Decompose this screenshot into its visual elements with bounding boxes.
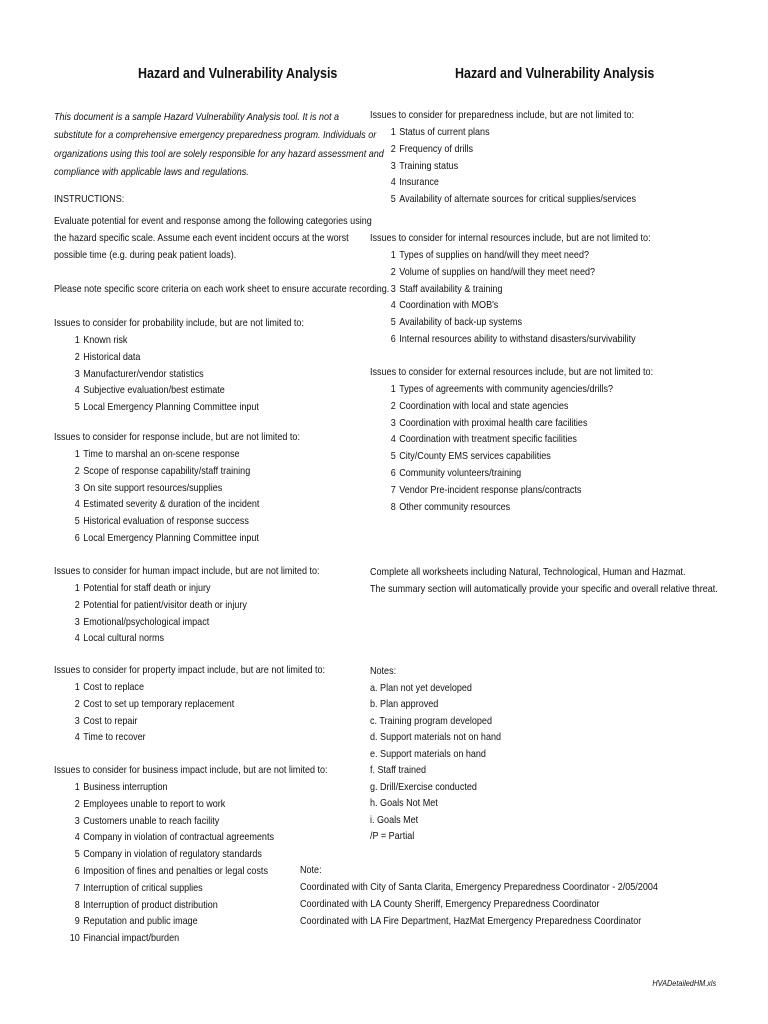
instructions-text [54,213,424,264]
list-item-number: 1 [74,582,80,594]
list-item-number: 4 [74,831,80,844]
list-item-number: 6 [390,332,396,345]
list-item-number: 10 [69,932,80,945]
section-heading: Issues to consider for property impact include, but are not limited to: [54,664,326,676]
list-item-number: 4 [390,299,396,312]
disclaimer-line: This document is a sample Hazard Vulnerability Analysis tool. It is not a [54,111,340,123]
list-item-number: 1 [390,126,396,138]
list-item [54,496,300,513]
list-item-text: Time to recover [83,731,146,744]
list-item [54,382,304,399]
list-item-text: Community volunteers/training [399,466,522,479]
list-item [370,499,653,516]
instructions-label: INSTRUCTIONS: [54,193,125,205]
instructions [54,191,136,208]
list-item-text: Reputation and public image [83,915,198,928]
notes-item: g. Drill/Exercise conducted [370,780,477,793]
list-item [370,158,636,175]
notes-item: a. Plan not yet developed [370,681,472,694]
list-item [370,381,653,398]
list-item-text: On site support resources/supplies [83,481,223,494]
list-item-text: Employees unable to report to work [83,797,226,810]
list-item-text: Time to marshal an on-scene response [83,448,240,460]
list-item-number: 3 [390,159,396,172]
complete-line: Complete all worksheets including Natural, Technological, Human and Hazmat. [370,566,686,578]
instructions-note-line: Please note specific score criteria on each work sheet to ensure accurate recording. [54,283,390,295]
list-item [54,779,328,796]
list-item-number: 5 [74,848,80,861]
list-item [370,415,653,432]
list-item-number: 2 [74,797,80,810]
instructions-line: possible time (e.g. during peak patient loads). [54,249,237,261]
instructions-line: Evaluate potential for event and response among the following categories using [54,215,372,227]
list-item-number: 3 [74,481,80,494]
list-item-text: Historical evaluation of response success [83,515,249,528]
list-item-text: Cost to repair [83,714,138,727]
list-item-text: Coordination with proximal health care facilities [399,416,588,429]
list-item-number: 2 [74,464,80,477]
list-item [54,913,328,930]
list-item-text: Staff availability & training [399,282,503,295]
list-item [370,331,651,348]
list-item [54,349,304,366]
notes-item: b. Plan approved [370,698,439,710]
list-item [370,141,636,158]
list-item-text: Potential for patient/visitor death or injury [83,598,247,611]
notes-item: d. Support materials not on hand [370,731,502,743]
section-heading: Issues to consider for human impact include, but are not limited to: [54,565,320,577]
list-item [54,813,328,830]
list-item [370,448,653,465]
list-item-number: 1 [74,681,80,693]
section-heading: Issues to consider for internal resources include, but are not limited to: [370,232,651,244]
list-item-number: 2 [74,350,80,363]
list-item-text: Financial impact/burden [83,932,180,945]
section-heading: Issues to consider for preparedness include, but are not limited to: [370,109,635,121]
list-item [54,930,328,947]
list-item [54,729,325,746]
list-item-text: Customers unable to reach facility [83,814,220,827]
coordination-line: Coordinated with LA County Sheriff, Emergency Preparedness Coordinator [300,898,600,910]
list-item-number: 5 [74,515,80,528]
list-item [54,796,328,813]
external-resources-section [370,364,699,515]
list-item-text: Manufacturer/vendor statistics [83,367,204,380]
section-heading: Issues to consider for response include, but are not limited to: [54,431,300,443]
list-item [54,846,328,863]
footer-filename: HVADetailedHM.xls [652,978,716,988]
list-item [54,463,300,480]
list-item-text: Volume of supplies on hand/will they meet need? [399,265,596,278]
list-item-number: 8 [74,898,80,911]
disclaimer-line: substitute for a comprehensive emergency preparedness program. Individuals or [54,129,377,142]
list-item [54,696,325,713]
list-item-text: Company in violation of regulatory standards [83,848,262,861]
notes-item: e. Support materials on hand [370,747,486,760]
list-item-number: 1 [74,781,80,793]
list-item [54,713,325,730]
list-item [370,247,651,264]
list-item-text: Potential for staff death or injury [83,582,211,594]
list-item-text: Coordination with local and state agencies [399,399,569,412]
list-item-text: Known risk [83,334,128,346]
list-item-number: 2 [74,598,80,611]
list-item-text: Training status [399,159,459,172]
instructions-line: the hazard specific scale. Assume each event incident occurs at the worst [54,232,349,244]
list-item [54,614,320,631]
list-item [54,366,304,383]
list-item [370,431,653,448]
list-item-text: Scope of response capability/staff training [83,464,251,477]
list-item [54,597,320,614]
internal-resources-section [370,230,696,348]
list-item [370,191,636,208]
list-item [54,897,328,914]
list-item-text: Company in violation of contractual agreements [83,831,274,844]
list-item-text: Types of supplies on hand/will they meet need? [399,249,589,261]
probability-section [54,315,345,416]
list-item-number: 3 [74,615,80,628]
list-item-number: 5 [390,450,396,463]
list-item-text: Other community resources [399,500,511,513]
list-item-number: 4 [74,731,80,744]
list-item-number: 2 [74,697,80,710]
list-item-text: Emotional/psychological impact [83,615,210,628]
list-item [54,880,328,897]
list-item-text: Interruption of critical supplies [83,881,203,894]
preparedness-section [370,107,679,208]
list-item-number: 5 [74,401,80,414]
list-item-number: 7 [390,483,396,496]
complete-line: The summary section will automatically provide your specific and overall relative threat. [370,583,718,595]
list-item-text: Coordination with MOB's [399,299,499,312]
list-item-number: 3 [74,714,80,727]
disclaimer-line: organizations using this tool are solely responsible for any hazard assessment and [54,147,384,160]
list-item-number: 1 [74,334,80,346]
list-item-number: 4 [390,176,396,189]
list-item-text: Status of current plans [399,126,490,138]
section-heading: Issues to consider for external resources include, but are not limited to: [370,366,654,378]
coordination-note [300,862,716,930]
list-item [54,399,304,416]
list-item [54,332,304,349]
list-item [370,124,636,141]
list-item-text: Insurance [399,176,439,189]
list-item [370,174,636,191]
list-item-text: Subjective evaluation/best estimate [83,384,225,397]
list-item-text: Historical data [83,350,141,363]
list-item-text: Imposition of fines and penalties or legal costs [83,864,268,877]
list-item-text: Business interruption [83,781,168,793]
coordination-line: Coordinated with City of Santa Clarita, Emergency Preparedness Coordinator - 2/05/2004 [300,881,658,893]
coordination-note-label: Note: [300,864,322,876]
notes-label: Notes: [370,665,397,677]
section-heading: Issues to consider for business impact include, but are not limited to: [54,764,328,776]
list-item-text: Types of agreements with community agencies/drills? [399,383,614,395]
list-item-number: 9 [74,915,80,928]
list-item-number: 3 [74,367,80,380]
list-item-number: 2 [390,142,396,155]
list-item-text: Availability of alternate sources for critical supplies/services [399,193,636,206]
list-item-number: 1 [390,249,396,261]
list-item [370,465,653,482]
list-item [370,398,653,415]
list-item [54,530,300,547]
list-item-number: 4 [74,384,80,397]
list-item [54,513,300,530]
list-item [54,480,300,497]
list-item-text: Coordination with treatment specific facilities [399,433,577,446]
section-heading: Issues to consider for probability include, but are not limited to: [54,317,304,329]
list-item-text: Local Emergency Planning Committee input [83,531,259,544]
list-item-text: Local cultural norms [83,632,165,645]
list-item-text: Frequency of drills [399,142,474,155]
list-item [370,297,651,314]
list-item-number: 6 [74,864,80,877]
list-item-number: 3 [74,814,80,827]
list-item-number: 4 [390,433,396,446]
list-item-number: 4 [74,632,80,645]
list-item [370,314,651,331]
human-impact-section [54,563,363,647]
list-item [54,863,328,880]
list-item [54,630,320,647]
complete-worksheets [370,564,768,598]
list-item-text: Vendor Pre-incident response plans/contracts [399,483,582,496]
list-item [54,580,320,597]
notes-item: f. Staff trained [370,764,427,776]
list-item-text: Estimated severity & duration of the incident [83,498,260,511]
list-item-number: 3 [390,282,396,295]
list-item-number: 6 [74,531,80,544]
list-item-number: 5 [390,193,396,206]
list-item-number: 2 [390,265,396,278]
notes-item: /P = Partial [370,830,415,842]
notes-item: c. Training program developed [370,714,492,727]
list-item-text: Local Emergency Planning Committee input [83,401,259,414]
list-item-text: Availability of back-up systems [399,316,523,329]
list-item-number: 5 [390,316,396,329]
disclaimer-line: compliance with applicable laws and regulations. [54,165,249,178]
list-item-text: Cost to replace [83,681,144,693]
page-title-left: Hazard and Vulnerability Analysis [138,66,338,82]
list-item-number: 3 [390,416,396,429]
list-item [54,446,300,463]
list-item-number: 4 [74,498,80,511]
list-item-number: 7 [74,881,80,894]
list-item-number: 2 [390,399,396,412]
list-item [54,829,328,846]
list-item [54,679,325,696]
notes-item: h. Goals Not Met [370,797,438,809]
property-impact-section [54,662,369,746]
coordination-line: Coordinated with LA Fire Department, HazMat Emergency Preparedness Coordinator [300,915,642,927]
notes-item: i. Goals Met [370,813,419,826]
list-item-text: City/County EMS services capabilities [399,450,551,463]
list-item-number: 1 [74,448,80,460]
response-section [54,429,340,547]
list-item-number: 6 [390,466,396,479]
list-item-text: Cost to set up temporary replacement [83,697,235,710]
list-item [370,281,651,298]
notes [370,663,522,845]
page-title-right: Hazard and Vulnerability Analysis [455,66,655,82]
list-item-number: 1 [390,383,396,395]
list-item-text: Internal resources ability to withstand disasters/survivability [399,332,636,345]
list-item-number: 8 [390,500,396,513]
list-item [370,482,653,499]
list-item [370,264,651,281]
list-item-text: Interruption of product distribution [83,898,218,911]
